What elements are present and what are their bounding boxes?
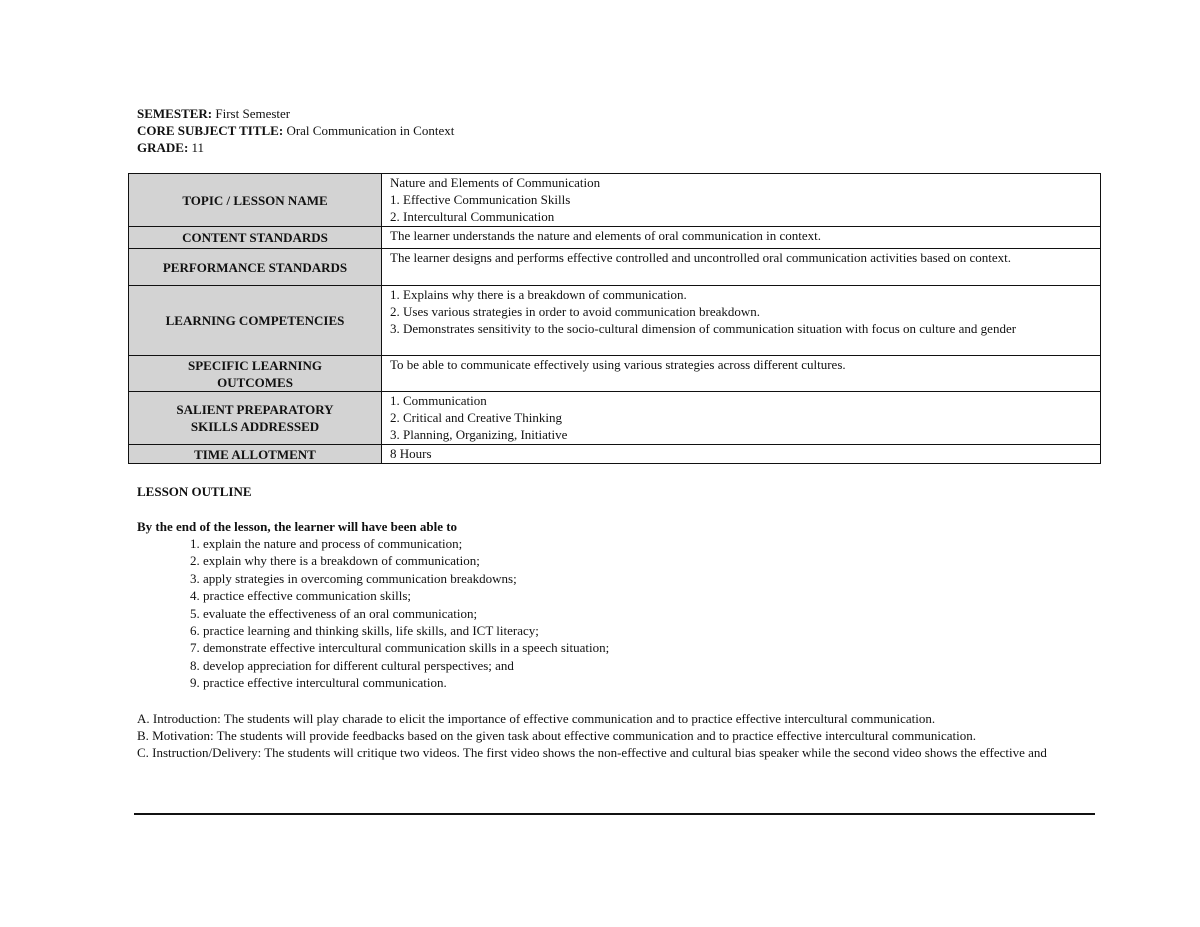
learning-outcomes-value: To be able to communicate effectively using various strategies across different cultures. [382, 356, 1101, 392]
list-item: 5. evaluate the effectiveness of an oral communication; [190, 605, 478, 621]
activity-introduction: A. Introduction: The students will play charade to elicit the importance of effective communication and to practice effective intercultural communication. [137, 711, 936, 726]
document-header [137, 105, 454, 156]
semester-label: SEMESTER: [137, 106, 213, 121]
topic-value [382, 174, 1101, 227]
activity-instruction: C. Instruction/Delivery: The students will critique two videos. The first video shows the non-effective and cultural bias speaker while the second video shows the effective and [137, 745, 1047, 760]
table-row-outcomes [129, 356, 1101, 392]
topic-line: 2. Intercultural Communication [390, 209, 555, 224]
list-item: 4. practice effective communication skills; [190, 588, 412, 604]
outcomes-label-line: SPECIFIC LEARNING [188, 357, 322, 373]
topic-label: TOPIC / LESSON NAME [129, 174, 382, 227]
lesson-outline-heading: LESSON OUTLINE [137, 484, 252, 499]
list-item: 3. apply strategies in overcoming communication breakdowns; [190, 570, 517, 586]
grade-label: GRADE: [137, 140, 189, 155]
table-row-performance [129, 249, 1101, 286]
footer-divider [134, 813, 1095, 815]
skill-line: 3. Planning, Organizing, Initiative [390, 427, 568, 442]
table-row-content [129, 227, 1101, 249]
grade-value: 11 [191, 140, 205, 155]
skill-line: 1. Communication [390, 393, 487, 408]
objectives-list [190, 535, 609, 692]
learning-outcomes-label [129, 356, 382, 392]
learning-competencies-value [382, 286, 1101, 356]
topic-line: 1. Effective Communication Skills [390, 192, 571, 207]
grade-line [137, 139, 454, 156]
performance-standards-value: The learner designs and performs effective controlled and uncontrolled oral communication activities based on context. [382, 249, 1101, 286]
list-item: 7. demonstrate effective intercultural communication skills in a speech situation; [190, 640, 610, 656]
semester-line [137, 105, 454, 122]
table-row-competencies [129, 286, 1101, 356]
content-standards-value: The learner understands the nature and elements of oral communication in context. [382, 227, 1101, 249]
list-item: 2. explain why there is a breakdown of communication; [190, 553, 480, 569]
table-row-topic [129, 174, 1101, 227]
competency-line: 1. Explains why there is a breakdown of communication. [390, 287, 687, 302]
skills-label-line: SKILLS ADDRESSED [190, 419, 320, 434]
preparatory-skills-label [129, 392, 382, 445]
list-item: 9. practice effective intercultural communication. [190, 675, 447, 691]
activities-section [137, 710, 1067, 761]
lesson-info-table [128, 173, 1101, 464]
performance-standards-label: PERFORMANCE STANDARDS [129, 249, 382, 286]
subject-line [137, 122, 454, 139]
time-allotment-value: 8 Hours [382, 445, 1101, 464]
list-item: 8. develop appreciation for different cultural perspectives; and [190, 657, 514, 673]
semester-value: First Semester [215, 106, 291, 121]
outcomes-label-line: OUTCOMES [217, 374, 293, 390]
time-allotment-label: TIME ALLOTMENT [129, 445, 382, 464]
table-row-skills [129, 392, 1101, 445]
list-item: 1. explain the nature and process of communication; [190, 536, 463, 551]
subject-label: CORE SUBJECT TITLE: [137, 123, 284, 138]
skills-label-line: SALIENT PREPARATORY [176, 402, 334, 417]
subject-value: Oral Communication in Context [286, 123, 455, 138]
learning-competencies-label: LEARNING COMPETENCIES [129, 286, 382, 356]
objectives-intro: By the end of the lesson, the learner will have been able to [137, 519, 458, 534]
topic-line: Nature and Elements of Communication [390, 175, 601, 190]
preparatory-skills-value [382, 392, 1101, 445]
list-item: 6. practice learning and thinking skills, life skills, and ICT literacy; [190, 622, 539, 638]
competency-line: 2. Uses various strategies in order to avoid communication breakdown. [390, 304, 761, 319]
activity-motivation: B. Motivation: The students will provide feedbacks based on the given task about effective communication and to practice effective intercultural communication. [137, 728, 976, 743]
table-row-time [129, 445, 1101, 464]
competency-line: 3. Demonstrates sensitivity to the socio-cultural dimension of communication situation with focus on culture and gender [390, 321, 1017, 336]
content-standards-label: CONTENT STANDARDS [129, 227, 382, 249]
skill-line: 2. Critical and Creative Thinking [390, 410, 562, 425]
